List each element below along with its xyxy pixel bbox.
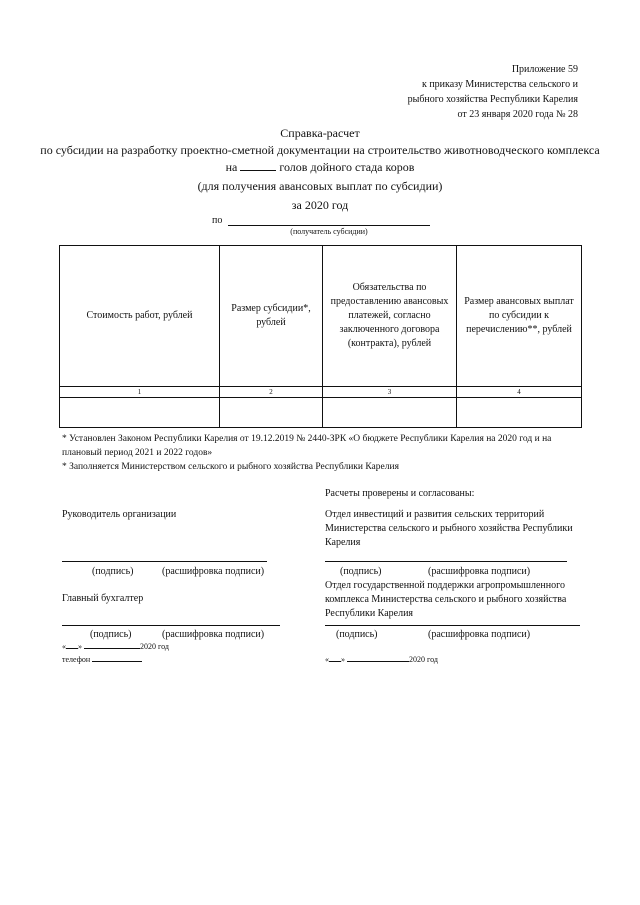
document-title: Справка-расчет xyxy=(280,126,360,140)
calculation-table xyxy=(59,245,582,428)
cell-subsidy[interactable] xyxy=(220,398,323,428)
header-obligations: Обязательства по предоставлению авансовых платежей, согласно заключенного договора (контракта), рублей xyxy=(323,246,457,387)
date-left-day-blank xyxy=(66,648,78,649)
footnote-2: * Заполняется Министерством сельского и рыбного хозяйства Республики Карелия xyxy=(62,462,399,472)
date-left-month-blank xyxy=(84,648,140,649)
date-right-open: « xyxy=(325,655,329,664)
accountant-rasshifrovka: (расшифровка подписи) xyxy=(162,629,265,640)
title-line-5: за 2020 год xyxy=(291,198,349,212)
col-number-2: 2 xyxy=(220,387,323,398)
dept2-rasshifrovka: (расшифровка подписи) xyxy=(428,629,531,640)
phone-label: телефон xyxy=(62,655,91,664)
header-advance: Размер авансовых выплат по субсидии к перечислению**, рублей xyxy=(457,246,582,387)
date-left-close: » xyxy=(78,642,82,651)
checked-label: Расчеты проверены и согласованы: xyxy=(325,488,475,499)
phone-blank xyxy=(92,661,142,662)
dept1-rasshifrovka: (расшифровка подписи) xyxy=(428,566,531,577)
head-count-blank xyxy=(240,170,276,171)
dept1-label: Отдел инвестиций и развития сельских территорий Министерства сельского и рыбного хозяйства Республики Карелия xyxy=(325,509,573,548)
date-right xyxy=(325,654,438,666)
dept1-podpis: (подпись) xyxy=(340,566,382,577)
approval-line-1: Приложение 59 xyxy=(511,64,578,75)
date-right-close: » xyxy=(341,655,345,664)
title-line-2: по субсидии на разработку проектно-сметной документации на строительство животноводческого комплекса xyxy=(40,143,600,157)
date-right-month-blank xyxy=(347,661,409,662)
title-line-3-suffix: голов дойного стада коров xyxy=(279,160,415,174)
head-rasshifrovka: (расшифровка подписи) xyxy=(162,566,265,577)
head-podpis: (подпись) xyxy=(92,566,134,577)
col-number-1: 1 xyxy=(60,387,220,398)
header-cost: Стоимость работ, рублей xyxy=(60,246,220,387)
date-right-day-blank xyxy=(329,661,341,662)
footnote-1: * Установлен Законом Республики Карелия от 19.12.2019 № 2440-ЗРК «О бюджете Республики Карелия на 2020 год и на плановый период 2021 и 2022 годов» xyxy=(62,434,552,458)
approval-line-3: рыбного хозяйства Республики Карелия xyxy=(407,94,578,105)
head-signature-line xyxy=(62,561,267,562)
col-number-4: 4 xyxy=(457,387,582,398)
recipient-prefix: по xyxy=(212,215,223,226)
cell-obligations[interactable] xyxy=(323,398,457,428)
dept2-label: Отдел государственной поддержки агропромышленного комплекса Министерства сельского и рыбного хозяйства Республики Карелия xyxy=(325,580,567,619)
title-line-3 xyxy=(0,159,640,176)
table-header-row xyxy=(60,246,582,387)
date-left xyxy=(62,641,169,653)
accountant-signature-line xyxy=(62,625,280,626)
recipient-caption: (получатель субсидии) xyxy=(290,227,368,236)
approval-block xyxy=(408,62,578,122)
table-row xyxy=(60,398,582,428)
dept1-signature-line xyxy=(325,561,567,562)
col-number-3: 3 xyxy=(323,387,457,398)
date-left-open: « xyxy=(62,642,66,651)
approval-line-4: от 23 января 2020 года № 28 xyxy=(457,109,578,120)
date-left-year: 2020 год xyxy=(140,642,169,651)
accountant-label: Главный бухгалтер xyxy=(62,593,144,604)
dept2-signature-line xyxy=(325,625,580,626)
header-subsidy: Размер субсидии*, рублей xyxy=(220,246,323,387)
dept2-podpis: (подпись) xyxy=(336,629,378,640)
table-number-row xyxy=(60,387,582,398)
phone-row xyxy=(62,654,142,666)
cell-advance[interactable] xyxy=(457,398,582,428)
date-right-year: 2020 год xyxy=(409,655,438,664)
approval-line-2: к приказу Министерства сельского и xyxy=(421,79,578,90)
title-line-3-prefix: на xyxy=(225,160,238,174)
head-label: Руководитель организации xyxy=(62,509,177,520)
title-line-4: (для получения авансовых выплат по субсидии) xyxy=(197,179,443,193)
cell-cost[interactable] xyxy=(60,398,220,428)
accountant-podpis: (подпись) xyxy=(90,629,132,640)
